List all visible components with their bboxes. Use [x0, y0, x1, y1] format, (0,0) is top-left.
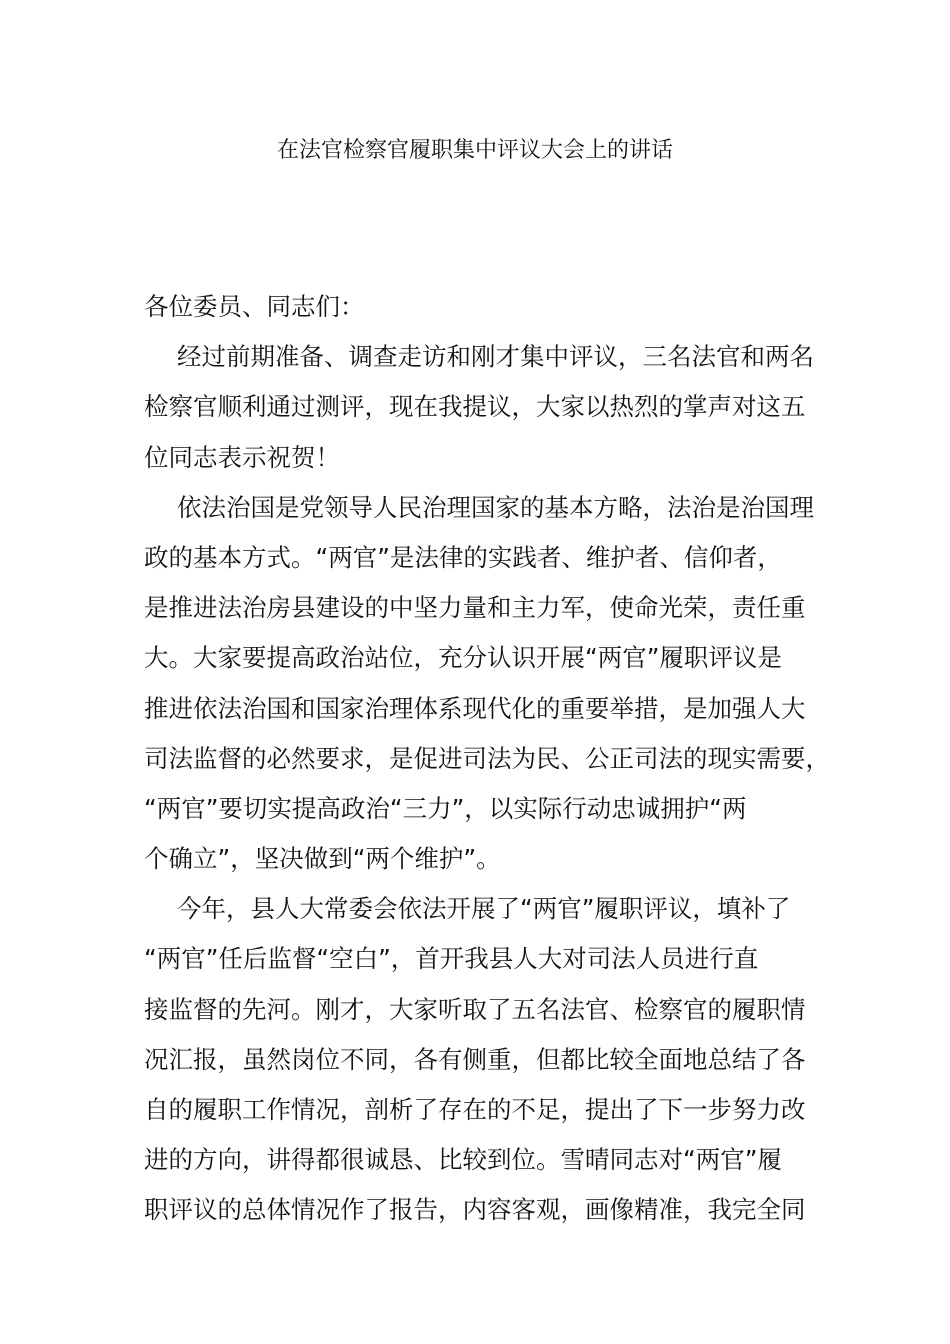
document-title: 在法官检察官履职集中评议大会上的讲话	[276, 138, 673, 163]
body-line: 个确立”，坚决做到“两个维护”。	[144, 844, 501, 874]
body-line: 依法治国是党领导人民治理国家的基本方略，法治是治国理	[177, 492, 814, 522]
body-line: “两官”任后监督“空白”，首开我县人大对司法人员进行直	[144, 944, 759, 974]
body-line: 自的履职工作情况，剖析了存在的不足，提出了下一步努力改	[144, 1095, 806, 1124]
body-line: 职评议的总体情况作了报告，内容客观，画像精准，我完全同	[144, 1195, 806, 1225]
body-line: 是推进法治房县建设的中坚力量和主力军，使命光荣，责任重	[144, 593, 806, 623]
body-line: 检察官顺利通过测评，现在我提议，大家以热烈的掌声对这五	[144, 392, 806, 422]
body-line: 接监督的先河。刚才，大家听取了五名法官、检察官的履职情	[144, 994, 806, 1024]
body-line: 推进依法治国和国家治理体系现代化的重要举措，是加强人大	[144, 693, 806, 723]
body-line: 大。大家要提高政治站位，充分认识开展“两官”履职评议是	[144, 643, 782, 673]
body-line: 各位委员、同志们：	[144, 292, 365, 321]
body-line: 况汇报，虽然岗位不同，各有侧重，但都比较全面地总结了各	[144, 1044, 806, 1074]
body-line: “两官”要切实提高政治“三力”，以实际行动忠诚拥护“两	[144, 793, 747, 823]
body-line: 今年，县人大常委会依法开展了“两官”履职评议，填补了	[177, 894, 791, 924]
body-line: 经过前期准备、调查走访和刚才集中评议，三名法官和两名	[177, 342, 814, 372]
document-body	[144, 282, 830, 1236]
body-line: 位同志表示祝贺！	[144, 442, 340, 472]
body-line: 司法监督的必然要求，是促进司法为民、公正司法的现实需要，	[144, 743, 830, 773]
body-line: 政的基本方式。“两官”是法律的实践者、维护者、信仰者，	[144, 542, 782, 572]
body-line: 进的方向，讲得都很诚恳、比较到位。雪晴同志对“两官”履	[144, 1145, 782, 1175]
